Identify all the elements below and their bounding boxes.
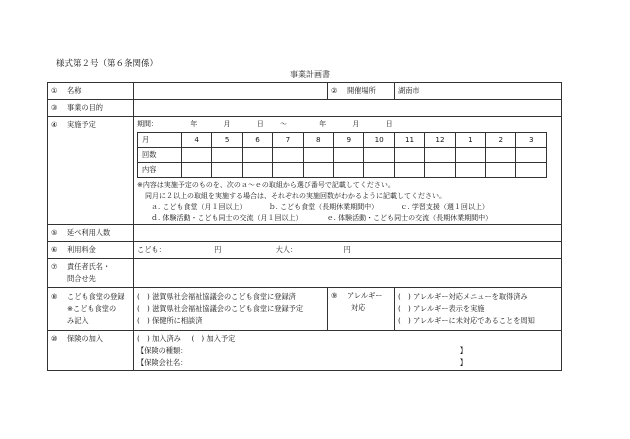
document-title: 事業計画書 (290, 70, 330, 79)
registration-options-cell (134, 288, 328, 331)
allergy-options-cell (395, 288, 562, 331)
allergy-option-3[interactable]: ( ) アレルギーに未対応であることを周知 (398, 316, 535, 325)
contact-label-cell: ⑦ 責任者氏名・ 問合せ先 (48, 259, 134, 288)
insurance-type-line[interactable]: 【保険の種類： 】 (137, 346, 467, 355)
month-header-row: 月 4 5 6 7 8 9 10 11 12 1 2 3 (138, 133, 547, 148)
venue-value-cell[interactable]: 湖南市 (395, 83, 562, 100)
users-label-cell: ⑤ 延べ利用人数 (48, 225, 134, 242)
purpose-value-cell[interactable] (134, 100, 562, 117)
insurance-options (137, 333, 558, 345)
fee-label-cell: ⑥ 利用料金 (48, 242, 134, 259)
row-schedule (48, 117, 562, 225)
insurance-option-joined[interactable]: ( ) 加入済み (137, 334, 181, 343)
registration-option-3[interactable]: ( ) 保健所に相談済 (137, 316, 203, 325)
period-line: 期間： 年 月 日 ～ 年 月 日 (137, 120, 393, 128)
row-purpose (48, 100, 562, 117)
fee-value-cell[interactable]: こども： 円 大人： 円 (134, 242, 562, 259)
insurance-company-line[interactable]: 【保険会社名： 】 (137, 358, 467, 367)
content-row: 内容 (138, 163, 547, 178)
allergy-label-cell: ⑨ アレルギー 対応 (328, 288, 395, 331)
users-value-cell[interactable] (134, 225, 562, 242)
allergy-option-1[interactable]: ( ) アレルギー対応メニューを取得済み (398, 292, 528, 301)
name-value-cell[interactable] (134, 83, 328, 100)
schedule-label-cell: ④ 実施予定 (48, 117, 134, 225)
monthly-schedule-table (137, 132, 547, 178)
registration-option-1[interactable]: ( ) 滋賀県社会福祉協議会のこども食堂に登録済 (137, 292, 296, 301)
insurance-option-planned[interactable]: ( ) 加入予定 (191, 334, 236, 343)
schedule-value-cell (134, 117, 562, 225)
name-label-cell: ① 名称 (48, 83, 134, 100)
schedule-options-de: ｄ. 体験活動・こども同士の交流（月１回以上） ｅ. 体験活動・こども同士の交流（長期休業期間中） (151, 214, 493, 222)
schedule-note-2: 同月に２以上の取組を実施する場合は、それぞれの実施回数がわかるように記載してください。 (145, 192, 446, 200)
contact-value-cell[interactable] (134, 259, 562, 288)
schedule-note-1: ※内容は実施予定のものを、次のａ～ｅの取組から選び番号で記載してください。 (137, 181, 395, 189)
allergy-option-2[interactable]: ( ) アレルギー表示を実施 (398, 304, 485, 313)
count-row: 回数 (138, 148, 547, 163)
schedule-options-abc: ａ. こども食堂（月１回以上） ｂ. こども食堂（長期休業期間中） ｃ. 学習支援（週１回以上） (151, 203, 489, 211)
purpose-label-cell: ③ 事業の目的 (48, 100, 134, 117)
row-name (48, 83, 562, 100)
insurance-label-cell: ⑩ 保険の加入 (48, 331, 134, 371)
registration-option-2[interactable]: ( ) 滋賀県社会福祉協議会のこども食堂に登録予定 (137, 304, 304, 313)
venue-label-cell: ② 開催場所 (328, 83, 395, 100)
row-insurance (48, 331, 562, 371)
form-number: 様式第２号（第６条関係） (56, 59, 159, 69)
row-users (48, 225, 562, 242)
insurance-value-cell (134, 331, 562, 371)
registration-label-cell: ⑧ こども食堂の登録 ※こども食堂の み記入 (48, 288, 134, 331)
row-contact (48, 259, 562, 288)
row-fee (48, 242, 562, 259)
row-registration (48, 288, 562, 331)
plan-table (47, 82, 562, 371)
